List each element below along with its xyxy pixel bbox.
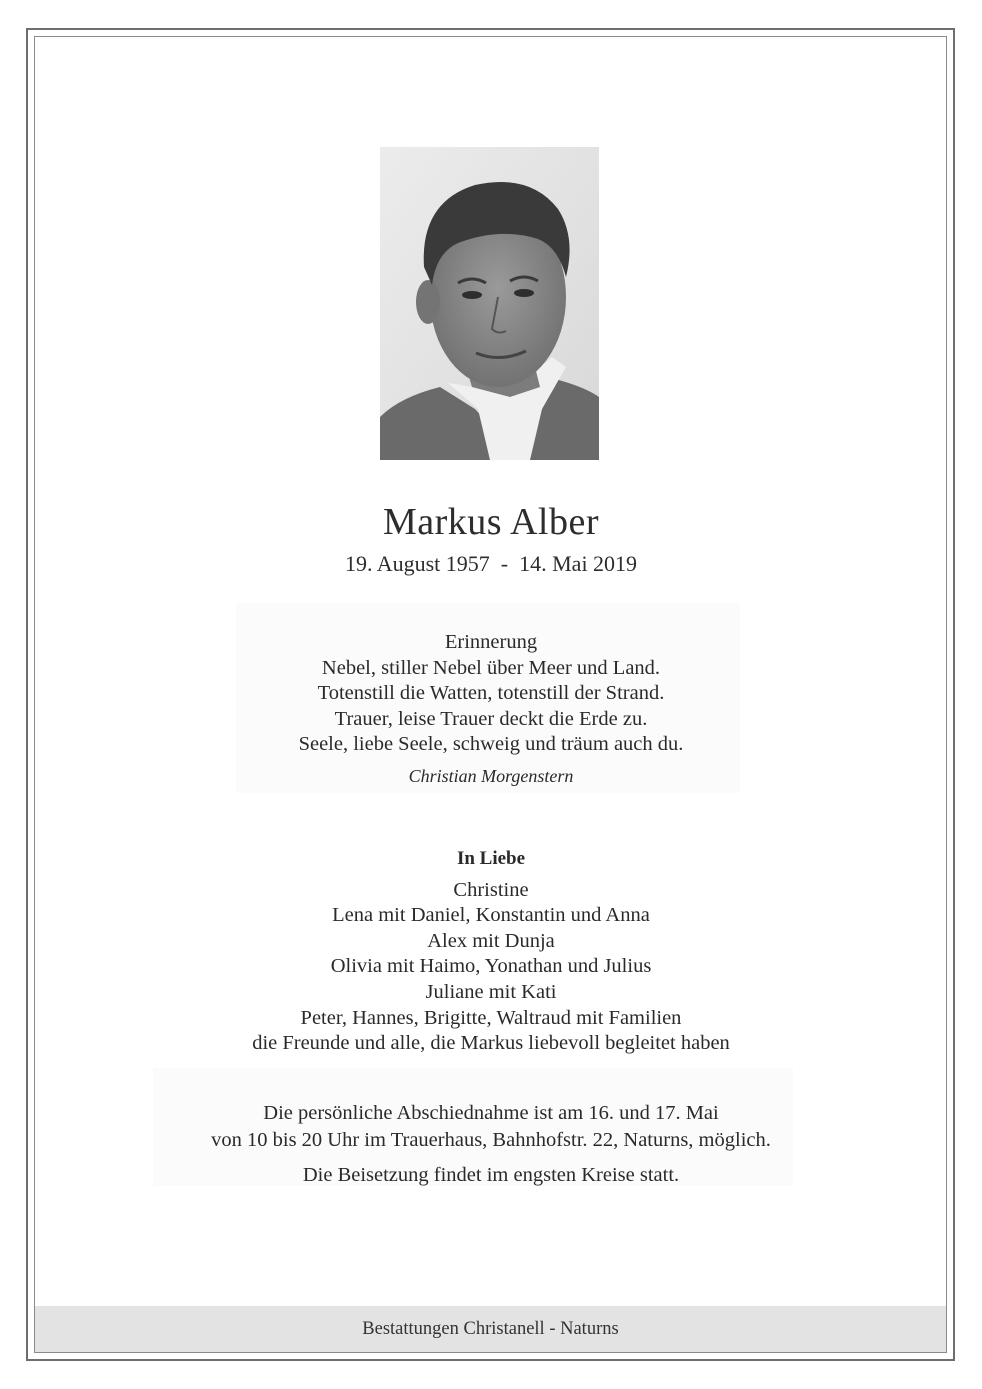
poem-author: Christian Morgenstern <box>408 765 574 786</box>
family-heading: In Liebe <box>456 848 526 869</box>
poem-line: Seele, liebe Seele, schweig und träum auch du. <box>298 733 684 755</box>
burial-note: Die Beisetzung findet im engsten Kreise statt. <box>302 1164 680 1186</box>
deceased-name: Markus Alber <box>382 501 600 543</box>
family-member: Alex mit Dunja <box>427 929 555 952</box>
family-member: Juliane mit Kati <box>425 980 557 1003</box>
poem-line: Nebel, stiller Nebel über Meer und Land. <box>321 656 661 679</box>
portrait-image <box>380 147 599 460</box>
poem-line: Trauer, leise Trauer deckt die Erde zu. <box>334 707 648 730</box>
poem <box>0 630 982 789</box>
family-member: Christine <box>453 878 529 901</box>
funeral-home-footer: Bestattungen Christanell - Naturns <box>35 1306 946 1352</box>
family-member: die Freunde und alle, die Markus liebevoll begleitet haben <box>252 1032 730 1055</box>
portrait-photo <box>380 147 599 460</box>
farewell-notice <box>0 1100 982 1189</box>
poem-title: Erinnerung <box>444 631 538 653</box>
farewell-line: von 10 bis 20 Uhr im Trauerhaus, Bahnhofstr. 22, Naturns, möglich. <box>211 1129 771 1151</box>
family-member: Olivia mit Haimo, Yonathan und Julius <box>330 955 652 978</box>
poem-line: Totenstill die Watten, totenstill der Strand. <box>317 682 665 704</box>
family-section <box>0 846 982 1057</box>
family-member: Peter, Hannes, Brigitte, Waltraud mit Familien <box>300 1006 682 1029</box>
family-member: Lena mit Daniel, Konstantin und Anna <box>332 904 650 927</box>
life-dates: 19. August 1957 - 14. Mai 2019 <box>344 551 638 576</box>
farewell-line: Die persönliche Abschiednahme ist am 16. und 17. Mai <box>263 1102 719 1124</box>
